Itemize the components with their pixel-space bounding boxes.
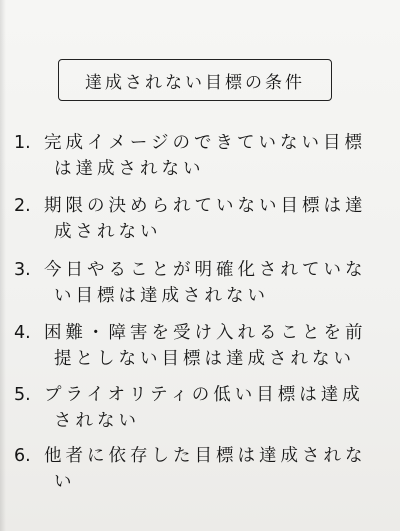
list-item-number: 1. [14,133,31,153]
list-item-line [14,382,386,408]
list-item-number: 3. [14,260,31,280]
list-item-continuation: い [54,472,76,492]
list-item-line [14,320,386,346]
title-box [58,59,332,101]
list-item-text: 完成イメージのできていない目標 [44,133,366,153]
list-item-line [14,443,386,469]
list-item [14,320,386,372]
list-item [14,443,386,495]
list-item-line [14,257,386,283]
page-title: 達成されない目標の条件 [85,72,305,93]
page-edge-shadow [0,0,6,531]
list-item-text: 期限の決められていない目標は達 [44,196,367,216]
list-item-number: 2. [14,196,31,216]
list-item-continuation: 提としない目標は達成されない [54,349,355,369]
list-item [14,193,386,245]
list-item-line [14,130,386,156]
list-item [14,257,386,309]
list-item-number: 6. [14,446,31,466]
list-item [14,382,386,434]
list-item-number: 5. [14,385,31,405]
list-item-continuation: は達成されない [54,159,205,179]
list-item-text: プライオリティの低い目標は達成 [44,385,364,405]
list-item-continuation: い目標は達成されない [54,286,269,306]
list-item-continuation: 成されない [54,222,162,242]
list-item [14,130,386,182]
list-item-continuation: されない [54,411,140,431]
list-item-text: 困難・障害を受け入れることを前 [44,323,367,343]
list-item-number: 4. [14,323,31,343]
list-item-text: 他者に依存した目標は達成されな [44,446,367,466]
list-item-text: 今日やることが明確化されていな [44,260,367,280]
list-item-line [14,193,386,219]
